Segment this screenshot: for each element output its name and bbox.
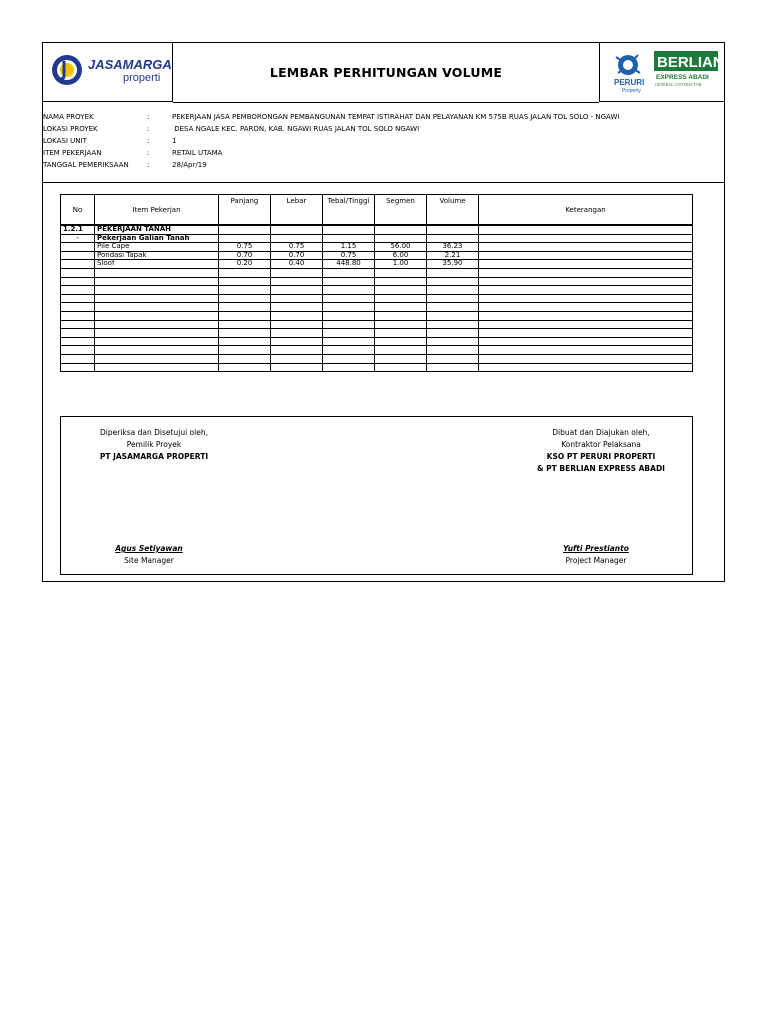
col-header-panjang: Panjang bbox=[219, 195, 271, 226]
cell-item: PEKERJAAN TANAH bbox=[95, 225, 219, 234]
cell-no bbox=[61, 320, 95, 329]
cell-lebar bbox=[271, 354, 323, 363]
cell-panjang bbox=[219, 303, 271, 312]
col-header-item: Item Pekerjan bbox=[95, 195, 219, 226]
col-header-lebar: Lebar bbox=[271, 195, 323, 226]
cell-volume bbox=[427, 354, 479, 363]
cell-segmen bbox=[375, 294, 427, 303]
cell-no bbox=[61, 286, 95, 295]
cell-panjang bbox=[219, 225, 271, 234]
cell-segmen bbox=[375, 268, 427, 277]
table-row bbox=[61, 277, 693, 286]
info-key: LOKASI UNIT bbox=[43, 137, 87, 145]
cell-segmen: 1.00 bbox=[375, 260, 427, 269]
cell-segmen bbox=[375, 337, 427, 346]
cell-volume bbox=[427, 294, 479, 303]
cell-item bbox=[95, 294, 219, 303]
table-row bbox=[61, 329, 693, 338]
cell-keterangan bbox=[479, 337, 693, 346]
sign-left-name: Agus Setiyawan bbox=[115, 544, 183, 553]
sign-right-company2: & PT BERLIAN EXPRESS ABADI bbox=[537, 464, 665, 473]
cell-tebal bbox=[323, 337, 375, 346]
table-row bbox=[61, 337, 693, 346]
info-value: 28/Apr/19 bbox=[172, 161, 207, 169]
cell-panjang bbox=[219, 268, 271, 277]
info-row bbox=[43, 159, 619, 171]
cell-item bbox=[95, 268, 219, 277]
table-row bbox=[61, 294, 693, 303]
cell-volume bbox=[427, 320, 479, 329]
berlian-logo-icon bbox=[654, 51, 724, 87]
sign-left-line1: Diperiksa dan Disetujui oleh, bbox=[100, 428, 208, 437]
cell-lebar: 0.70 bbox=[271, 251, 323, 260]
cell-no bbox=[61, 260, 95, 269]
cell-no bbox=[61, 311, 95, 320]
sign-right-name: Yufti Prestianto bbox=[563, 544, 629, 553]
cell-item: Pondasi Tapak bbox=[95, 251, 219, 260]
jasamarga-logo-sub: properti bbox=[123, 72, 161, 84]
table-row bbox=[61, 320, 693, 329]
cell-no bbox=[61, 277, 95, 286]
col-header-tebal: Tebal/Tinggi bbox=[323, 195, 375, 226]
table-row bbox=[61, 260, 693, 269]
cell-item bbox=[95, 329, 219, 338]
table-row bbox=[61, 354, 693, 363]
cell-no bbox=[61, 251, 95, 260]
sign-right-line1: Dibuat dan Diajukan oleh, bbox=[552, 428, 650, 437]
cell-panjang bbox=[219, 311, 271, 320]
cell-item bbox=[95, 354, 219, 363]
cell-lebar bbox=[271, 329, 323, 338]
info-value: DESA NGALE KEC. PARON, KAB. NGAWI RUAS JALAN TOL SOLO NGAWI bbox=[172, 125, 420, 133]
cell-item: Sloof bbox=[95, 260, 219, 269]
info-sep: : bbox=[147, 137, 150, 145]
cell-volume bbox=[427, 225, 479, 234]
col-header-no: No bbox=[61, 195, 95, 226]
cell-panjang: 0.70 bbox=[219, 251, 271, 260]
cell-no bbox=[61, 354, 95, 363]
cell-tebal: 1.15 bbox=[323, 243, 375, 252]
signature-left-name-block bbox=[94, 543, 204, 567]
cell-segmen: 56.00 bbox=[375, 243, 427, 252]
cell-volume bbox=[427, 329, 479, 338]
cell-no bbox=[61, 268, 95, 277]
cell-panjang: 0.20 bbox=[219, 260, 271, 269]
cell-item bbox=[95, 363, 219, 372]
cell-tebal: 0.75 bbox=[323, 251, 375, 260]
sign-right-company: KSO PT PERURI PROPERTI bbox=[546, 452, 656, 461]
cell-tebal bbox=[323, 286, 375, 295]
info-key: TANGGAL PEMERIKSAAN bbox=[43, 161, 129, 169]
table-row bbox=[61, 363, 693, 372]
cell-keterangan bbox=[479, 243, 693, 252]
cell-tebal bbox=[323, 303, 375, 312]
cell-segmen: 6.00 bbox=[375, 251, 427, 260]
table-row bbox=[61, 234, 693, 243]
cell-item bbox=[95, 311, 219, 320]
cell-volume bbox=[427, 337, 479, 346]
info-value: 1 bbox=[172, 137, 177, 145]
signature-left bbox=[79, 427, 229, 463]
cell-volume bbox=[427, 311, 479, 320]
info-key: ITEM PEKERJAAN bbox=[43, 149, 102, 157]
page-title: LEMBAR PERHITUNGAN VOLUME bbox=[173, 43, 599, 103]
cell-keterangan bbox=[479, 294, 693, 303]
cell-no bbox=[61, 243, 95, 252]
col-header-segmen: Segmen bbox=[375, 195, 427, 226]
cell-lebar bbox=[271, 268, 323, 277]
cell-keterangan bbox=[479, 251, 693, 260]
peruri-berlian-logo-icon bbox=[600, 43, 725, 102]
berlian-logo-sub: EXPRESS ABADI bbox=[656, 74, 709, 81]
cell-lebar bbox=[271, 337, 323, 346]
cell-no bbox=[61, 294, 95, 303]
cell-no bbox=[61, 363, 95, 372]
cell-item bbox=[95, 320, 219, 329]
cell-lebar bbox=[271, 346, 323, 355]
cell-keterangan bbox=[479, 234, 693, 243]
partner-logos bbox=[599, 43, 724, 102]
cell-volume bbox=[427, 286, 479, 295]
cell-keterangan bbox=[479, 286, 693, 295]
cell-lebar: 0.40 bbox=[271, 260, 323, 269]
cell-keterangan bbox=[479, 320, 693, 329]
cell-no bbox=[61, 346, 95, 355]
divider bbox=[43, 182, 724, 183]
signature-right-name-block bbox=[541, 543, 651, 567]
table-row bbox=[61, 286, 693, 295]
sign-right-position: Project Manager bbox=[565, 556, 627, 565]
cell-lebar bbox=[271, 277, 323, 286]
cell-panjang bbox=[219, 329, 271, 338]
cell-panjang bbox=[219, 294, 271, 303]
cell-no bbox=[61, 337, 95, 346]
cell-volume: 2.21 bbox=[427, 251, 479, 260]
cell-tebal bbox=[323, 311, 375, 320]
cell-segmen bbox=[375, 311, 427, 320]
project-info bbox=[43, 111, 619, 171]
cell-item bbox=[95, 277, 219, 286]
cell-tebal: 448.80 bbox=[323, 260, 375, 269]
cell-keterangan bbox=[479, 260, 693, 269]
cell-panjang bbox=[219, 320, 271, 329]
info-value: PEKERJAAN JASA PEMBORONGAN PEMBANGUNAN TEMPAT ISTIRAHAT DAN PELAYANAN KM 575B RUAS JALAN TOL SOLO - NGAWI bbox=[172, 113, 620, 121]
info-key: LOKASI PROYEK bbox=[43, 125, 98, 133]
info-key: NAMA PROYEK bbox=[43, 113, 94, 121]
cell-volume: 35.90 bbox=[427, 260, 479, 269]
sign-left-line2: Pemilik Proyek bbox=[126, 440, 182, 449]
cell-panjang: 0.75 bbox=[219, 243, 271, 252]
volume-sheet bbox=[42, 42, 725, 582]
cell-item bbox=[95, 337, 219, 346]
cell-volume: 36.23 bbox=[427, 243, 479, 252]
cell-keterangan bbox=[479, 354, 693, 363]
cell-tebal bbox=[323, 268, 375, 277]
cell-item bbox=[95, 286, 219, 295]
jasamarga-logo-icon bbox=[43, 43, 173, 102]
jasamarga-logo-text: JASAMARGA bbox=[88, 57, 172, 72]
cell-keterangan bbox=[479, 346, 693, 355]
sign-right-line2: Kontraktor Pelaksana bbox=[561, 440, 641, 449]
cell-volume bbox=[427, 277, 479, 286]
cell-item bbox=[95, 303, 219, 312]
cell-volume bbox=[427, 363, 479, 372]
cell-no bbox=[61, 329, 95, 338]
peruri-logo-icon bbox=[614, 55, 644, 94]
cell-item bbox=[95, 346, 219, 355]
info-sep: : bbox=[147, 149, 150, 157]
table-row bbox=[61, 243, 693, 252]
cell-item: Pile Cape bbox=[95, 243, 219, 252]
cell-item: Pekerjaan Galian Tanah bbox=[95, 234, 219, 243]
cell-tebal bbox=[323, 294, 375, 303]
table-body bbox=[61, 225, 693, 372]
jasamarga-logo bbox=[43, 43, 173, 102]
cell-segmen bbox=[375, 277, 427, 286]
cell-segmen bbox=[375, 346, 427, 355]
cell-lebar bbox=[271, 286, 323, 295]
table-row bbox=[61, 303, 693, 312]
cell-no: 1.2.1 bbox=[61, 225, 95, 234]
berlian-logo-sub2: GENERAL CONTRACTOR bbox=[655, 82, 702, 87]
cell-tebal bbox=[323, 277, 375, 286]
cell-keterangan bbox=[479, 311, 693, 320]
cell-lebar bbox=[271, 294, 323, 303]
cell-panjang bbox=[219, 286, 271, 295]
cell-segmen bbox=[375, 225, 427, 234]
cell-volume bbox=[427, 303, 479, 312]
berlian-logo-text: BERLIAN bbox=[657, 54, 724, 71]
cell-keterangan bbox=[479, 329, 693, 338]
cell-keterangan bbox=[479, 225, 693, 234]
peruri-logo-sub: Property bbox=[622, 88, 641, 94]
signature-block bbox=[60, 416, 693, 575]
table-row bbox=[61, 346, 693, 355]
cell-segmen bbox=[375, 329, 427, 338]
cell-panjang bbox=[219, 363, 271, 372]
cell-panjang bbox=[219, 337, 271, 346]
cell-lebar bbox=[271, 320, 323, 329]
cell-panjang bbox=[219, 277, 271, 286]
cell-lebar bbox=[271, 225, 323, 234]
volume-table bbox=[60, 194, 693, 372]
cell-lebar: 0.75 bbox=[271, 243, 323, 252]
cell-tebal bbox=[323, 346, 375, 355]
info-sep: : bbox=[147, 125, 150, 133]
cell-volume bbox=[427, 346, 479, 355]
info-sep: : bbox=[147, 161, 150, 169]
cell-keterangan bbox=[479, 277, 693, 286]
cell-keterangan bbox=[479, 363, 693, 372]
cell-segmen bbox=[375, 303, 427, 312]
cell-tebal bbox=[323, 329, 375, 338]
cell-volume bbox=[427, 268, 479, 277]
info-row bbox=[43, 135, 619, 147]
info-sep: : bbox=[147, 113, 150, 121]
cell-segmen bbox=[375, 363, 427, 372]
col-header-keterangan: Keterangan bbox=[479, 195, 693, 226]
cell-lebar bbox=[271, 311, 323, 320]
peruri-logo-text: PERURI bbox=[614, 78, 645, 87]
cell-tebal bbox=[323, 225, 375, 234]
sign-left-position: Site Manager bbox=[124, 556, 174, 565]
table-row bbox=[61, 268, 693, 277]
cell-segmen bbox=[375, 354, 427, 363]
cell-segmen bbox=[375, 320, 427, 329]
cell-keterangan bbox=[479, 268, 693, 277]
table-header-row bbox=[61, 195, 693, 226]
info-value: RETAIL UTAMA bbox=[172, 149, 223, 157]
signature-right bbox=[516, 427, 686, 475]
info-row bbox=[43, 123, 619, 135]
cell-segmen bbox=[375, 286, 427, 295]
table-row bbox=[61, 311, 693, 320]
cell-no: - bbox=[61, 234, 95, 243]
cell-panjang bbox=[219, 354, 271, 363]
cell-panjang bbox=[219, 346, 271, 355]
cell-no bbox=[61, 303, 95, 312]
col-header-volume: Volume bbox=[427, 195, 479, 226]
sign-left-company: PT JASAMARGA PROPERTI bbox=[99, 452, 209, 461]
cell-tebal bbox=[323, 320, 375, 329]
cell-tebal bbox=[323, 354, 375, 363]
table-row bbox=[61, 225, 693, 234]
table-row bbox=[61, 251, 693, 260]
info-row bbox=[43, 147, 619, 159]
cell-tebal bbox=[323, 363, 375, 372]
cell-lebar bbox=[271, 363, 323, 372]
cell-keterangan bbox=[479, 303, 693, 312]
info-row bbox=[43, 111, 619, 123]
cell-lebar bbox=[271, 303, 323, 312]
